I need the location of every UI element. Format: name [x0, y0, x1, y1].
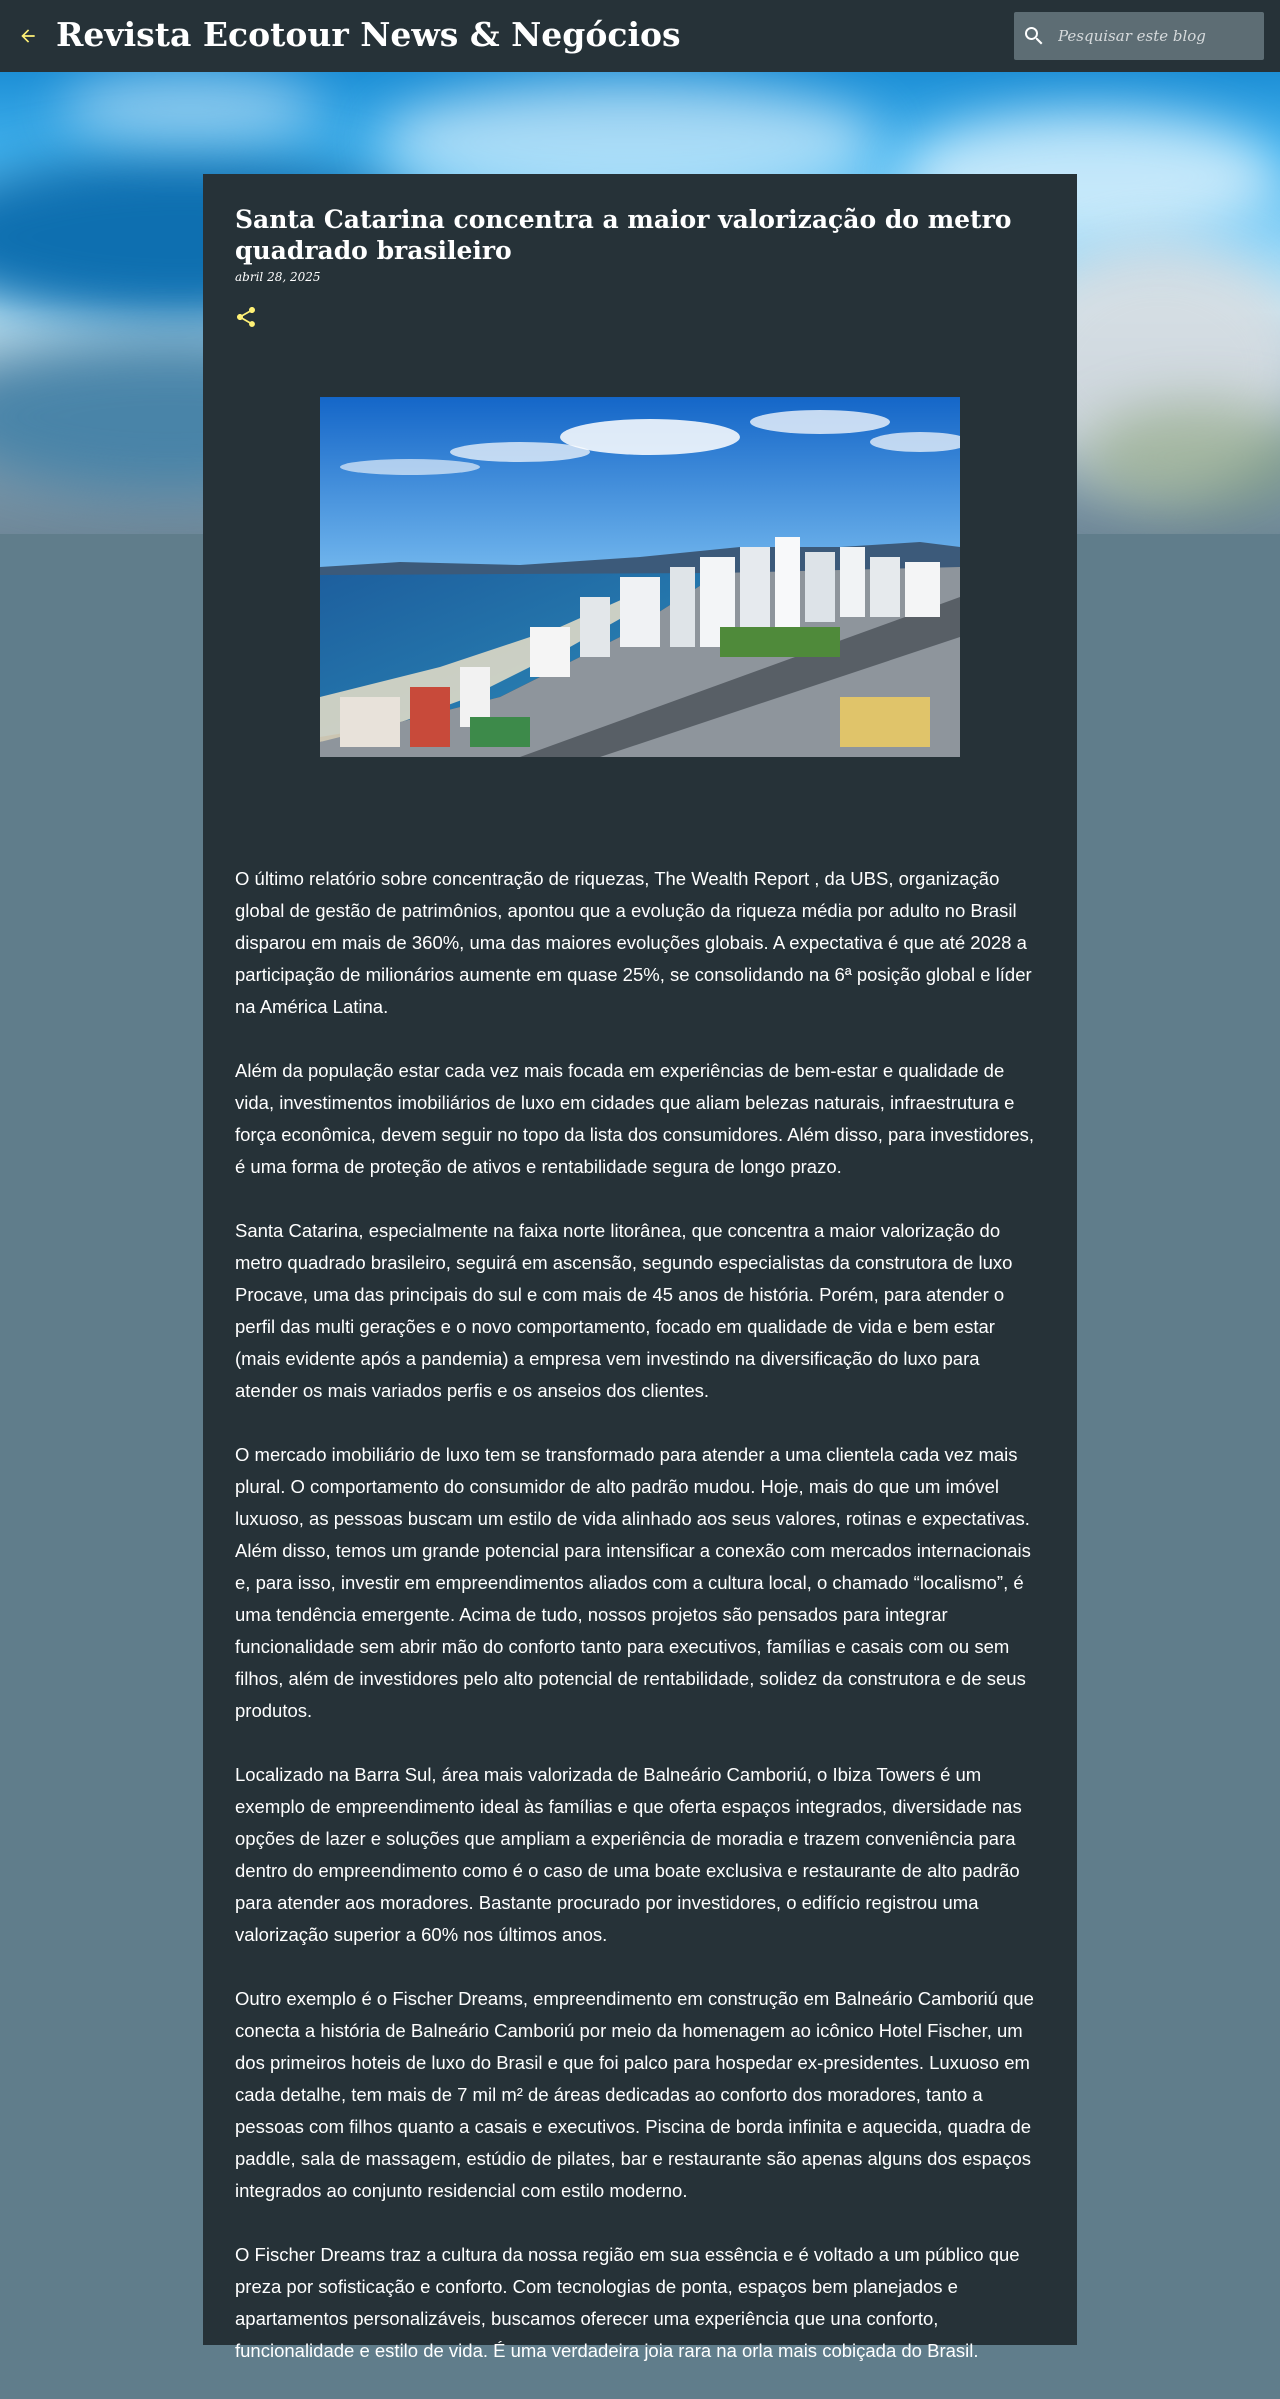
post-paragraph: Localizado na Barra Sul, área mais valorizada de Balneário Camboriú, o Ibiza Towers é um exemplo de empreendimento ideal às famílias e que oferta espaços integrados, diversidade nas opções de lazer e soluções que ampliam a experiência de moradia e trazem conveniência para dentro do empreendimento como é o caso de uma boate exclusiva e restaurante de alto padrão para atender aos moradores. Bastante procurado por investidores, o edifício registrou uma valorização superior a 60% nos últimos anos.	[235, 1764, 1022, 1945]
share-icon	[234, 305, 258, 329]
post-paragraph: O último relatório sobre concentração de riquezas, The Wealth Report , da UBS, organização global de gestão de patrimônios, apontou que a evolução da riqueza média por adulto no Brasil disparou em mais de 360%, uma das maiores evoluções globais. A expectativa é que até 2028 a participação de milionários aumente em quase 25%, se consolidando na 6ª posição global e líder na América Latina.	[235, 868, 1032, 1017]
blog-title[interactable]: Revista Ecotour News & Negócios	[56, 15, 681, 54]
post-paragraph: O mercado imobiliário de luxo tem se transformado para atender a uma clientela cada vez mais plural. O comportamento do consumidor de alto padrão mudou. Hoje, mais do que um imóvel luxuoso, as pessoas buscam um estilo de vida alinhado aos seus valores, rotinas e expectativas. Além disso, temos um grande potencial para intensificar a conexão com mercados internacionais e, para isso, investir em empreendimentos aliados com a cultura local, o chamado “localismo”, é uma tendência emergente. Acima de tudo, nossos projetos são pensados para integrar funcionalidade sem abrir mão do conforto tanto para executivos, famílias e casais com ou sem filhos, além de investidores pelo alto potencial de rentabilidade, solidez da construtora e de seus produtos.	[235, 1444, 1031, 1721]
arrow-left-icon	[18, 26, 38, 46]
share-button[interactable]	[234, 305, 258, 329]
post-paragraph: O Fischer Dreams traz a cultura da nossa região em sua essência e é voltado a um público que preza por sofisticação e conforto. Com tecnologias de ponta, espaços bem planejados e apartamentos personalizáveis, buscamos oferecer uma experiência que una conforto, funcionalidade e estilo de vida. É uma verdadeira joia rara na orla mais cobiçada do Brasil.	[235, 2244, 1020, 2361]
back-button[interactable]	[14, 22, 42, 50]
post-photo-coastal-city[interactable]	[320, 397, 960, 757]
search-icon[interactable]	[1022, 24, 1046, 48]
post-date[interactable]: abril 28, 2025	[235, 270, 321, 284]
post-paragraph: Além da população estar cada vez mais focada em experiências de bem-estar e qualidade de vida, investimentos imobiliários de luxo em cidades que aliam belezas naturais, infraestrutura e força econômica, devem seguir no topo da lista dos consumidores. Além disso, para investidores, é uma forma de proteção de ativos e rentabilidade segura de longo prazo.	[235, 1060, 1034, 1177]
post-paragraph: Outro exemplo é o Fischer Dreams, empreendimento em construção em Balneário Camboriú que conecta a história de Balneário Camboriú por meio da homenagem ao icônico Hotel Fischer, um dos primeiros hoteis de luxo do Brasil e que foi palco para hospedar ex-presidentes. Luxuoso em cada detalhe, tem mais de 7 mil m² de áreas dedicadas ao conforto dos moradores, tanto a pessoas com filhos quanto a casais e executivos. Piscina de borda infinita e aquecida, quadra de paddle, sala de massagem, estúdio de pilates, bar e restaurante são apenas alguns dos espaços integrados ao conjunto residencial com estilo moderno.	[235, 1988, 1034, 2201]
post-card	[203, 174, 1077, 2361]
post-body	[235, 863, 1045, 2399]
top-bar	[0, 0, 1280, 72]
search-input[interactable]	[1058, 12, 1258, 60]
post-title: Santa Catarina concentra a maior valorização do metro quadrado brasileiro	[235, 205, 1012, 265]
post-paragraph: Santa Catarina, especialmente na faixa norte litorânea, que concentra a maior valorização do metro quadrado brasileiro, seguirá em ascensão, segundo especialistas da construtora de luxo Procave, uma das principais do sul e com mais de 45 anos de história. Porém, para atender o perfil das multi gerações e o novo comportamento, focado em qualidade de vida e bem estar (mais evidente após a pandemia) a empresa vem investindo na diversificação do luxo para atender os mais variados perfis e os anseios dos clientes.	[235, 1220, 1013, 1401]
search-box[interactable]	[1014, 12, 1264, 60]
